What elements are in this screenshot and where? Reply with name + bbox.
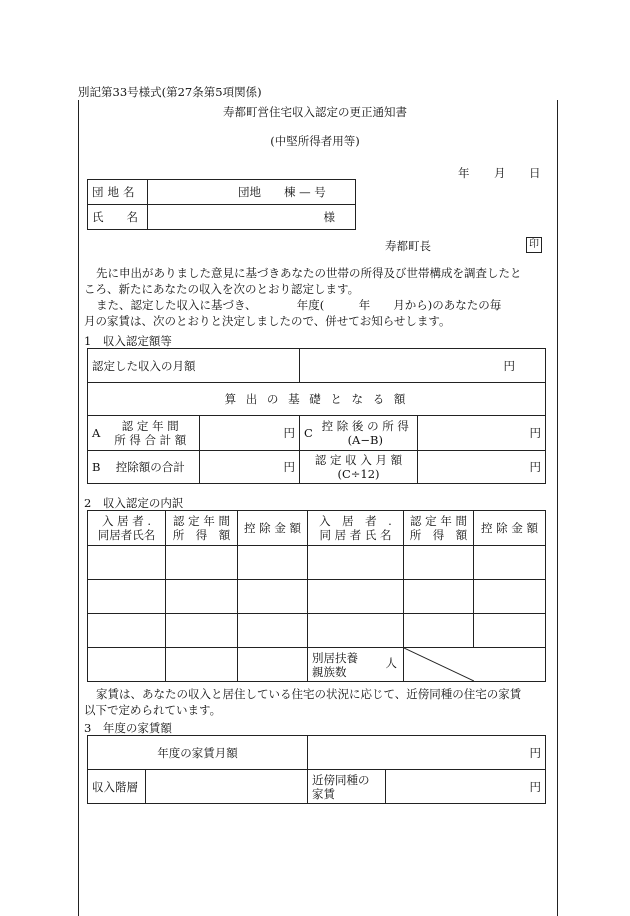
col-resident-name-line-2: 同居者氏名 xyxy=(97,528,156,542)
row-c-label-line-2: (A−B) xyxy=(347,433,383,447)
col-annual-income-line-1: 認 定 年 間 xyxy=(173,514,230,528)
col-deduction-2: 控 除 金 額 xyxy=(474,511,546,546)
col-resident-name-2-line-1: 入 居 者 . xyxy=(319,514,392,528)
row-a-label-line-2: 所 得 合 計 額 xyxy=(114,433,187,447)
col-resident-name-2-line-2: 同 居 者 氏 名 xyxy=(319,528,392,542)
row-a-letter: A xyxy=(88,416,102,451)
breakdown-table xyxy=(87,510,546,682)
basis-header: 算 出 の 基 礎 と な る 額 xyxy=(88,383,546,416)
name-suffix: 様 xyxy=(148,205,356,230)
row-c-label-line-1: 控 除 後 の 所 得 xyxy=(321,419,409,433)
dependents-label-line-2: 親族数 xyxy=(312,664,347,679)
dependents-label-line-1: 別居扶養 xyxy=(312,650,358,665)
date-month: 月 xyxy=(494,166,506,180)
row-c-letter: C xyxy=(300,416,314,451)
recipient-table xyxy=(87,179,356,230)
danchi-value: 団地 棟 — 号 xyxy=(148,180,356,205)
monthly-rent-label: 年度の家賃月額 xyxy=(88,736,308,770)
table-row xyxy=(88,546,546,580)
row-b-yen: 円 xyxy=(200,451,300,484)
col-annual-income-2-line-2: 所 得 額 xyxy=(409,528,468,542)
rent-table xyxy=(87,735,546,804)
form-number: 別記第33号様式(第27条第5項関係) xyxy=(78,85,262,99)
nearby-rent-yen: 円 xyxy=(386,770,546,804)
diagonal-slash xyxy=(404,648,474,681)
body-paragraph-1-line-1: 先に申出がありました意見に基づきあなたの世帯の所得及び世帯構成を調査したと xyxy=(96,266,522,280)
table-row xyxy=(88,614,546,648)
section-3-heading: 3 年度の家賃額 xyxy=(84,721,172,735)
row-c-yen: 円 xyxy=(418,416,546,451)
name-label: 氏 名 xyxy=(88,205,148,230)
row-a-label-line-1: 認 定 年 間 xyxy=(121,419,179,433)
row-d-yen: 円 xyxy=(418,451,546,484)
row-d-label-line-2: (C÷12) xyxy=(337,467,380,481)
col-deduction: 控 除 金 額 xyxy=(238,511,308,546)
rent-note-line-1: 家賃は、あなたの収入と居住している住宅の状況に応じて、近傍同種の住宅の家賃 xyxy=(96,687,522,701)
dependents-slash-cell xyxy=(404,648,546,682)
row-a-yen: 円 xyxy=(200,416,300,451)
body-paragraph-2-line-2: 月の家賃は、次のとおりと決定しましたので、併せてお知らせします。 xyxy=(84,314,451,328)
date-year: 年 xyxy=(458,166,470,180)
table-row xyxy=(88,648,546,682)
seal-mark: 印 xyxy=(526,237,542,253)
body-paragraph-2-line-1: また、認定した収入に基づき、 年度( 年 月から)のあなたの毎 xyxy=(96,298,502,312)
rent-note-line-2: 以下で定められています。 xyxy=(84,703,222,717)
monthly-rent-yen: 円 xyxy=(308,736,546,770)
nearby-rent-label-line-1: 近傍同種の xyxy=(312,772,370,787)
monthly-income-label: 認定した収入の月額 xyxy=(88,349,300,383)
col-annual-income-2-line-1: 認 定 年 間 xyxy=(410,514,467,528)
document-subtitle: (中堅所得者用等) xyxy=(270,134,360,148)
danchi-label: 団地名 xyxy=(88,180,148,205)
section-1-heading: 1 収入認定額等 xyxy=(84,334,172,348)
income-table xyxy=(87,348,546,484)
body-paragraph-1-line-2: ころ、新たにあなたの収入を次のとおり認定します。 xyxy=(84,282,360,296)
nearby-rent-label-line-2: 家賃 xyxy=(312,786,335,801)
col-resident-name-line-1: 入 居 者 . xyxy=(101,514,152,528)
row-d-label-line-1: 認 定 収 入 月 額 xyxy=(314,453,403,467)
document-title: 寿都町営住宅収入認定の更正通知書 xyxy=(223,105,407,119)
dependents-unit: 人 xyxy=(385,656,397,670)
date-day: 日 xyxy=(529,166,541,180)
monthly-income-yen: 円 xyxy=(300,349,546,383)
table-row xyxy=(88,580,546,614)
col-annual-income-line-2: 所 得 額 xyxy=(172,528,231,542)
row-b-label: 控除額の合計 xyxy=(102,451,200,484)
row-b-letter: B xyxy=(88,451,102,484)
income-class-label: 収入階層 xyxy=(88,770,146,804)
issuer-name: 寿都町長 xyxy=(385,239,431,253)
section-2-heading: 2 収入認定の内訳 xyxy=(84,496,184,510)
